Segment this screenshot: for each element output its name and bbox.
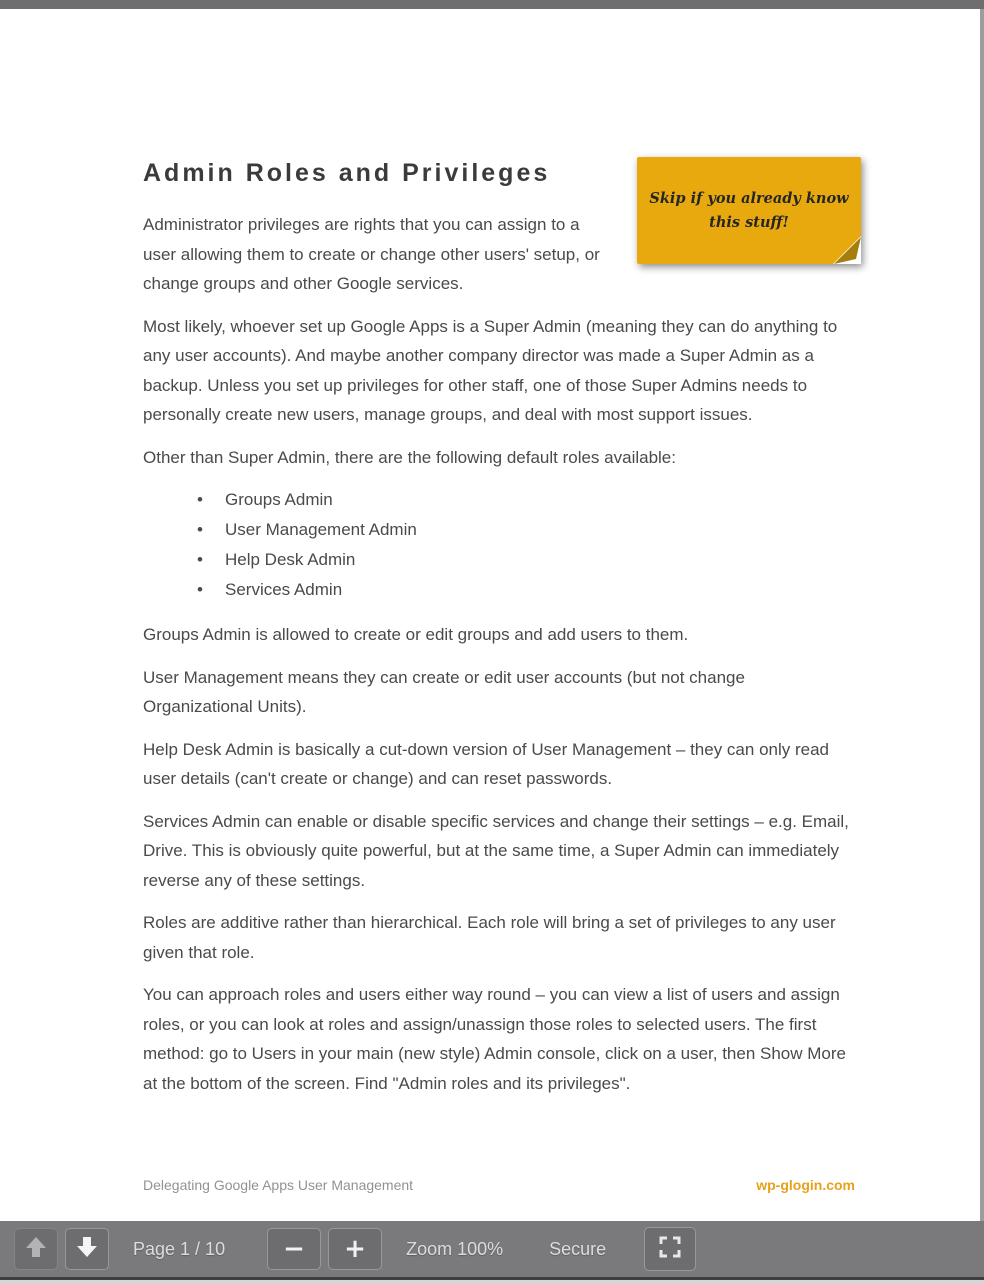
list-item: • Groups Admin — [143, 485, 856, 515]
paragraph-roles-additive: Roles are additive rather than hierarchical. Each role will bring a set of privileges to any user given that role. — [143, 913, 836, 962]
page-title: Admin Roles and Privileges — [143, 159, 551, 187]
role-bullet-list — [143, 485, 856, 605]
paragraph-help-desk: Help Desk Admin is basically a cut-down version of User Management – they can only read user details (can't create or change) and can reset passwords. — [143, 739, 830, 788]
fullscreen-expand-icon — [657, 1234, 683, 1265]
minus-icon: − — [283, 1234, 305, 1264]
footer-site-link[interactable]: wp-glogin.com — [756, 1177, 855, 1193]
sticky-note-text-line1: Skip if you already know — [649, 189, 849, 207]
page-indicator: Page 1 / 10 — [133, 1238, 226, 1259]
sticky-note-fold-icon — [833, 236, 861, 264]
paragraph-roles-intro: Other than Super Admin, there are the following default roles available: — [143, 447, 676, 467]
paragraph-intro: Administrator privileges are rights that you can assign to a user allowing them to create or change other users' setup, or change groups and other Google services. — [143, 215, 600, 293]
page-footer — [143, 1177, 855, 1193]
document-page — [0, 9, 984, 1221]
list-item: • Help Desk Admin — [143, 545, 856, 575]
zoom-out-button[interactable] — [267, 1228, 321, 1270]
zoom-level-indicator: Zoom 100% — [406, 1238, 504, 1259]
window-bottom-strip — [0, 1280, 984, 1284]
page-right-edge — [980, 9, 984, 1221]
arrow-up-icon — [24, 1235, 48, 1264]
sticky-note-text-line2: this stuff! — [709, 213, 789, 231]
list-item: • Services Admin — [143, 575, 856, 605]
zoom-in-button[interactable] — [328, 1228, 382, 1270]
next-page-button[interactable] — [65, 1228, 109, 1270]
paragraph-super-admin: Most likely, whoever set up Google Apps is a Super Admin (meaning they can do anything to any user accounts). And maybe another company director was made a Super Admin as a backup. Unless you set up privileges for other staff, one of those Super Admins needs to personally create new users, manage groups, and deal with most support issues. — [143, 316, 838, 424]
paragraph-approach: You can approach roles and users either way round – you can view a list of users and assign roles, or you can look at roles and assign/unassign those roles to selected users. The first method: go to Users in your main (new style) Admin console, click on a user, then Show More at the bottom of the screen. Find "Admin roles and its privileges". — [143, 985, 846, 1093]
window-top-strip — [0, 0, 984, 9]
footer-document-name: Delegating Google Apps User Management — [143, 1177, 414, 1193]
secure-status-label: Secure — [549, 1238, 607, 1259]
previous-page-button[interactable] — [14, 1228, 58, 1270]
sticky-note — [637, 157, 861, 264]
paragraph-services-admin: Services Admin can enable or disable specific services and change their settings – e.g. Email, Drive. This is obviously quite powerful, but at the same time, a Super Admin can immediately reverse any of these settings. — [143, 811, 849, 890]
paragraph-groups-admin: Groups Admin is allowed to create or edit groups and add users to them. — [143, 625, 689, 644]
plus-icon: + — [344, 1234, 366, 1264]
pdf-toolbar — [0, 1221, 984, 1277]
fullscreen-button[interactable] — [644, 1227, 696, 1271]
paragraph-user-management: User Management means they can create or edit user accounts (but not change Organizational Units). — [143, 667, 745, 716]
list-item: • User Management Admin — [143, 515, 856, 545]
arrow-down-icon — [75, 1235, 99, 1264]
